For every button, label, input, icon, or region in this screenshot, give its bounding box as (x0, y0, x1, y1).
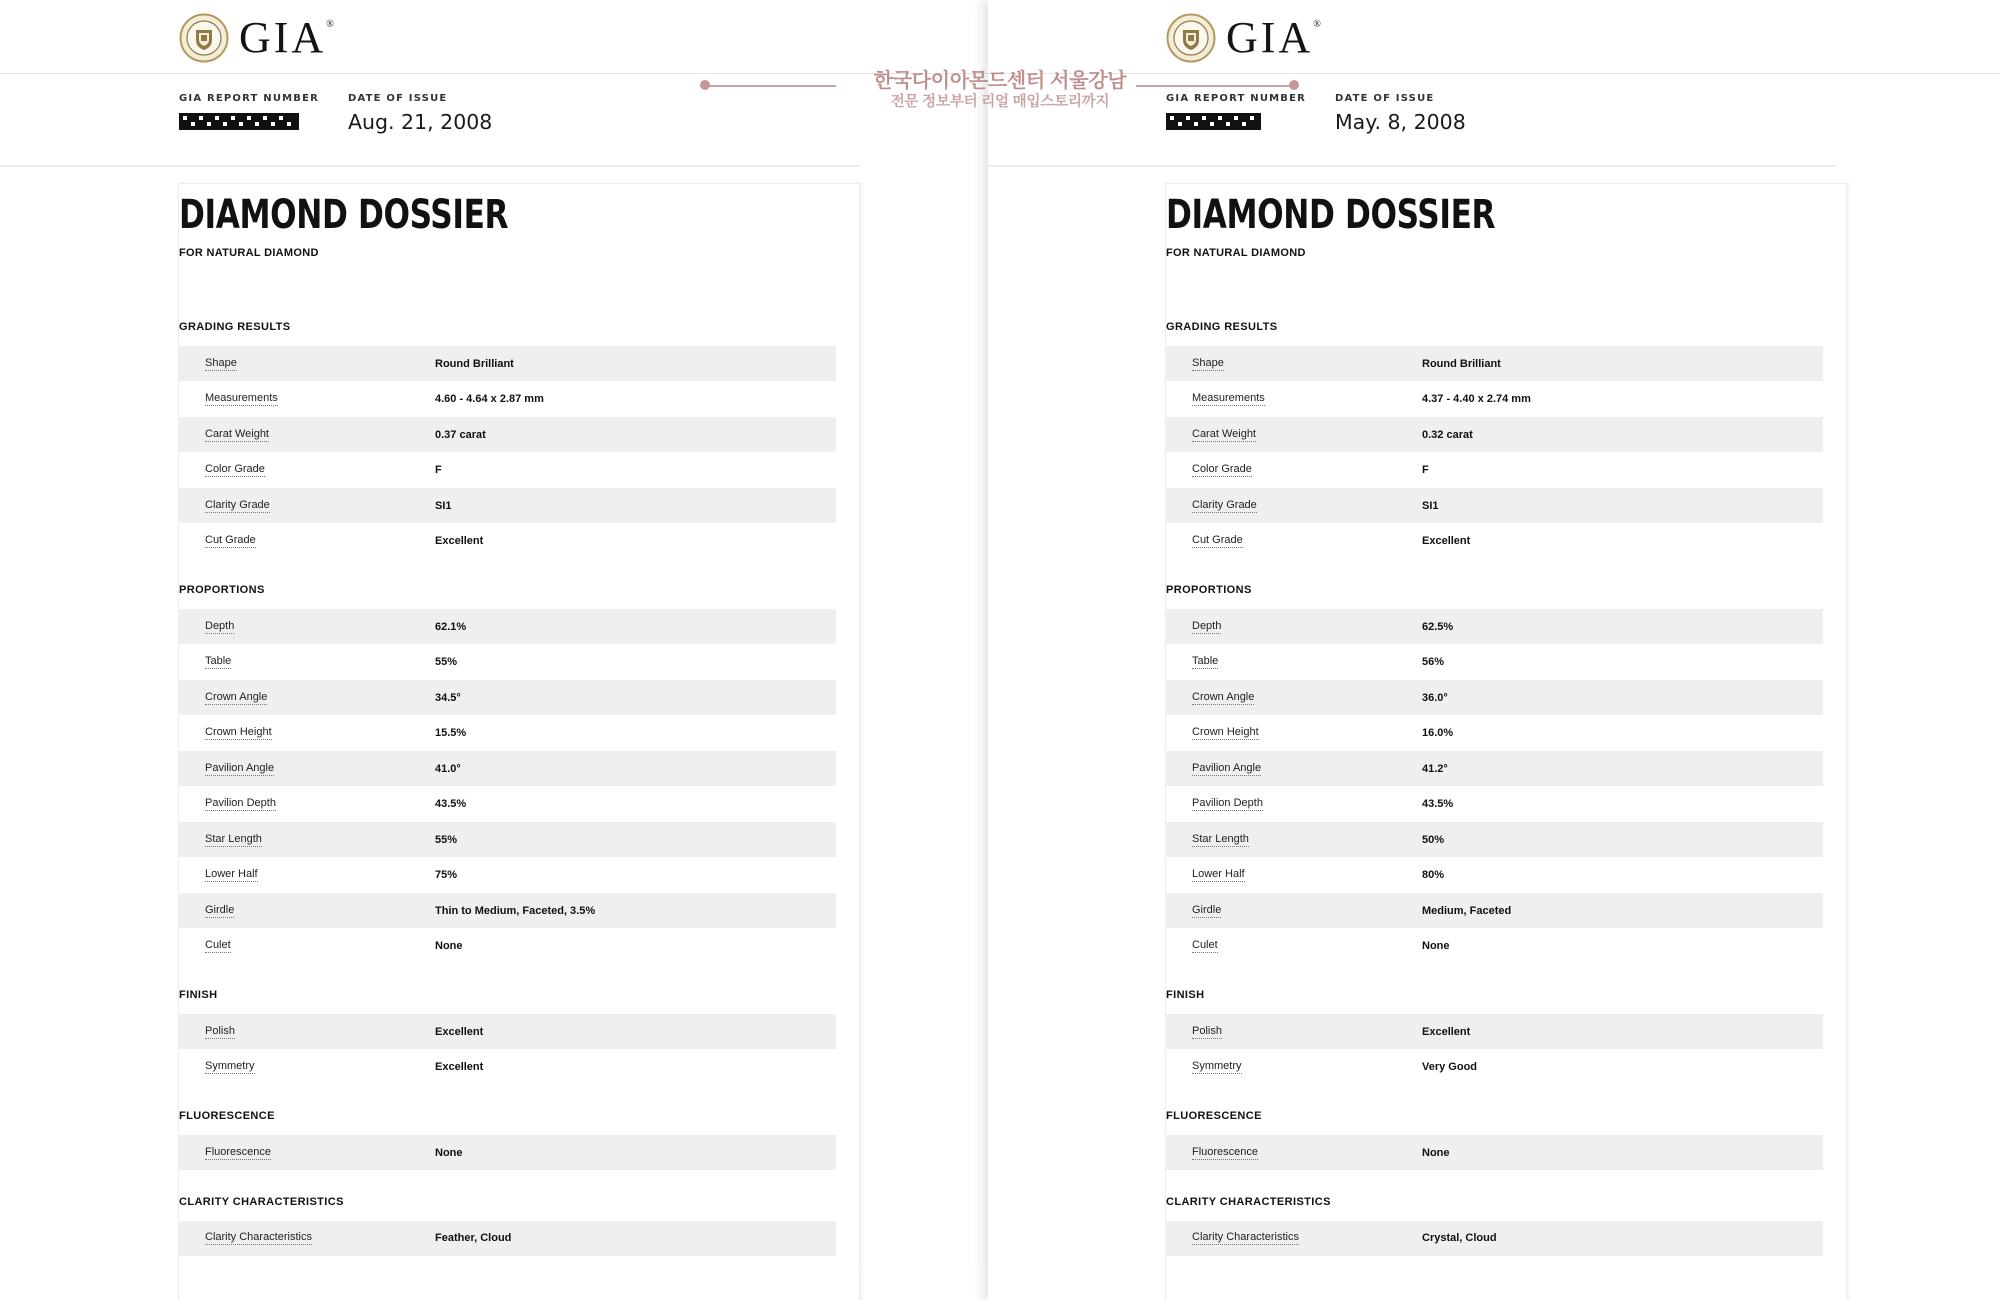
spec-label[interactable]: Measurements (205, 392, 278, 404)
spec-label[interactable]: Carat Weight (1192, 427, 1256, 440)
spec-value: 62.5% (1422, 620, 1454, 633)
spec-label[interactable]: Polish (205, 1024, 235, 1037)
report-subtitle: FOR NATURAL DIAMOND (1166, 247, 1306, 259)
spec-value: None (1422, 1146, 1450, 1159)
spec-label[interactable]: Shape (205, 356, 237, 369)
spec-row (1166, 417, 1823, 452)
report-header-bar (0, 0, 988, 74)
spec-row (179, 417, 836, 452)
spec-value: None (435, 1146, 463, 1159)
spec-row (1166, 716, 1823, 751)
gia-seal-icon (179, 13, 229, 63)
gia-logo (179, 12, 334, 64)
spec-row (1166, 488, 1823, 523)
spec-value: Excellent (1422, 535, 1471, 547)
spec-label[interactable]: Crown Angle (205, 690, 268, 703)
spec-value: 41.2° (1422, 762, 1448, 775)
spec-label[interactable]: Table (205, 655, 232, 667)
spec-value: Excellent (435, 535, 484, 547)
fluorescence-heading: FLUORESCENCE (179, 1110, 275, 1122)
spec-label[interactable]: Color Grade (1192, 463, 1252, 475)
spec-label[interactable]: Crown Height (1192, 726, 1259, 738)
spec-value: 43.5% (435, 798, 467, 810)
spec-value: 4.37 - 4.40 x 2.74 mm (1422, 393, 1531, 405)
spec-label[interactable]: Lower Half (1192, 868, 1245, 880)
gia-seal-icon (1166, 13, 1216, 63)
spec-value: 55% (435, 656, 458, 668)
date-of-issue-label: DATE OF ISSUE (1335, 93, 1435, 104)
spec-label[interactable]: Pavilion Angle (205, 761, 275, 774)
spec-value: 56% (1422, 656, 1445, 668)
spec-label[interactable]: Fluorescence (1192, 1145, 1259, 1158)
spec-label[interactable]: Clarity Characteristics (205, 1231, 312, 1243)
spec-row (1166, 822, 1823, 857)
report-number-redacted (179, 113, 299, 130)
spec-row (179, 1050, 836, 1085)
spec-value: Very Good (1422, 1061, 1478, 1073)
spec-value: Medium, Faceted (1422, 904, 1512, 917)
report-subtitle: FOR NATURAL DIAMOND (179, 247, 319, 259)
grading-results-heading: GRADING RESULTS (1166, 321, 1278, 333)
spec-value: 0.32 carat (1422, 428, 1473, 441)
spec-label[interactable]: Culet (205, 939, 231, 951)
spec-value: F (1422, 464, 1429, 476)
spec-row (1166, 382, 1823, 417)
fluorescence-heading: FLUORESCENCE (1166, 1110, 1262, 1122)
watermark-dot-left (700, 80, 710, 90)
spec-label[interactable]: Culet (1192, 939, 1218, 951)
watermark-subtitle: 전문 정보부터 리얼 매입스토리까지 (890, 94, 1110, 110)
spec-label[interactable]: Symmetry (205, 1060, 255, 1072)
watermark-dot-right (1289, 80, 1299, 90)
spec-label[interactable]: Color Grade (205, 463, 265, 475)
spec-label[interactable]: Clarity Grade (205, 498, 270, 511)
report-number-redacted (1166, 113, 1261, 130)
spec-value: 41.0° (435, 762, 461, 775)
spec-label[interactable]: Symmetry (1192, 1060, 1242, 1072)
spec-row (179, 751, 836, 786)
spec-row (179, 346, 836, 381)
spec-label[interactable]: Clarity Grade (1192, 498, 1257, 511)
spec-label[interactable]: Cut Grade (205, 534, 256, 546)
spec-row (179, 488, 836, 523)
spec-row (179, 716, 836, 751)
spec-row (179, 680, 836, 715)
spec-row (1166, 787, 1823, 822)
clarity-characteristics-heading: CLARITY CHARACTERISTICS (179, 1195, 344, 1208)
spec-label[interactable]: Crown Angle (1192, 690, 1255, 703)
spec-value: Excellent (435, 1061, 484, 1073)
gia-wordmark: GIA® (239, 13, 334, 62)
spec-label[interactable]: Girdle (1192, 903, 1222, 916)
watermark-line-left (708, 85, 836, 87)
spec-label[interactable]: Clarity Characteristics (1192, 1231, 1299, 1243)
gia-report-right (988, 0, 2000, 1300)
date-of-issue-value: May. 8, 2008 (1335, 110, 1466, 134)
gia-wordmark: GIA® (1226, 13, 1321, 62)
spec-row (179, 1135, 836, 1170)
spec-label[interactable]: Star Length (1192, 832, 1249, 845)
spec-value: 50% (1422, 833, 1445, 846)
spec-value: 75% (435, 869, 458, 881)
spec-row (1166, 453, 1823, 488)
report-number-label: GIA REPORT NUMBER (179, 93, 320, 104)
gia-report-left (0, 0, 988, 1300)
spec-label[interactable]: Cut Grade (1192, 534, 1243, 546)
spec-value: None (1422, 940, 1450, 952)
report-title: DIAMOND DOSSIER (1166, 192, 1496, 238)
spec-value: Feather, Cloud (435, 1232, 512, 1244)
spec-value: 62.1% (435, 620, 467, 633)
spec-row (179, 524, 836, 559)
spec-value: None (435, 940, 463, 952)
watermark-title: 한국다이아몬드센터 서울강남 (873, 70, 1127, 92)
spec-row (179, 822, 836, 857)
spec-row (1166, 929, 1823, 964)
spec-label[interactable]: Polish (1192, 1024, 1222, 1037)
proportions-heading: PROPORTIONS (179, 584, 265, 596)
spec-label[interactable]: Lower Half (205, 868, 258, 880)
grading-results-heading: GRADING RESULTS (179, 321, 291, 333)
spec-row (1166, 1135, 1823, 1170)
spec-row (179, 858, 836, 893)
spec-row (179, 1014, 836, 1049)
watermark-line-right (1136, 85, 1294, 87)
spec-value: 4.60 - 4.64 x 2.87 mm (435, 393, 544, 405)
spec-value: 34.5° (435, 691, 461, 704)
spec-row (179, 1221, 836, 1256)
spec-label[interactable]: Girdle (205, 903, 235, 916)
finish-heading: FINISH (1166, 989, 1205, 1001)
spec-label[interactable]: Pavilion Depth (205, 797, 276, 809)
spec-row (179, 929, 836, 964)
spec-value: 80% (1422, 869, 1445, 881)
finish-heading: FINISH (179, 989, 218, 1001)
spec-value: Round Brilliant (1422, 357, 1501, 370)
spec-row (179, 609, 836, 644)
spec-row (1166, 893, 1823, 928)
date-of-issue-label: DATE OF ISSUE (348, 93, 448, 104)
clarity-characteristics-heading: CLARITY CHARACTERISTICS (1166, 1195, 1331, 1208)
spec-value: SI1 (435, 499, 452, 512)
spec-label[interactable]: Shape (1192, 356, 1224, 369)
spec-label[interactable]: Pavilion Depth (1192, 797, 1263, 809)
spec-value: 16.0% (1422, 727, 1454, 739)
spec-row (179, 893, 836, 928)
header-divider (988, 165, 1836, 167)
spec-row (179, 787, 836, 822)
spec-value: Round Brilliant (435, 357, 514, 370)
report-header-bar (988, 0, 2000, 74)
spec-row (179, 382, 836, 417)
spec-row (179, 453, 836, 488)
header-divider (0, 165, 860, 167)
spec-label[interactable]: Depth (1192, 619, 1222, 632)
spec-row (1166, 1014, 1823, 1049)
spec-value: Excellent (435, 1025, 484, 1038)
spec-label[interactable]: Fluorescence (205, 1145, 272, 1158)
spec-value: 15.5% (435, 727, 467, 739)
spec-label[interactable]: Table (1192, 655, 1219, 667)
proportions-heading: PROPORTIONS (1166, 584, 1252, 596)
spec-row (1166, 680, 1823, 715)
spec-value: Excellent (1422, 1025, 1471, 1038)
spec-row (1166, 609, 1823, 644)
spec-label[interactable]: Crown Height (205, 726, 272, 738)
spec-label[interactable]: Depth (205, 619, 235, 632)
spec-label[interactable]: Star Length (205, 832, 262, 845)
date-of-issue-value: Aug. 21, 2008 (348, 110, 493, 134)
spec-row (1166, 346, 1823, 381)
spec-value: F (435, 464, 442, 476)
spec-label[interactable]: Pavilion Angle (1192, 761, 1262, 774)
spec-row (1166, 645, 1823, 680)
spec-label[interactable]: Measurements (1192, 392, 1265, 404)
spec-value: 43.5% (1422, 798, 1454, 810)
gia-logo (1166, 12, 1321, 64)
spec-label[interactable]: Carat Weight (205, 427, 269, 440)
spec-value: 36.0° (1422, 691, 1448, 704)
spec-row (1166, 1221, 1823, 1256)
spec-value: Thin to Medium, Faceted, 3.5% (435, 904, 596, 917)
report-number-label: GIA REPORT NUMBER (1166, 93, 1307, 104)
report-title: DIAMOND DOSSIER (179, 192, 509, 238)
bottom-watermark: ※ 이미지의 저작권은 한국다이아몬드센터 서울강남점에 있으며 무단 도용 및 재배포를 금합니다. (557, 1262, 1443, 1284)
spec-value: 55% (435, 833, 458, 846)
spec-row (1166, 751, 1823, 786)
spec-row (179, 645, 836, 680)
spec-value: Crystal, Cloud (1422, 1232, 1497, 1244)
spec-value: SI1 (1422, 499, 1439, 512)
spec-value: 0.37 carat (435, 428, 486, 441)
spec-row (1166, 1050, 1823, 1085)
spec-row (1166, 524, 1823, 559)
spec-row (1166, 858, 1823, 893)
